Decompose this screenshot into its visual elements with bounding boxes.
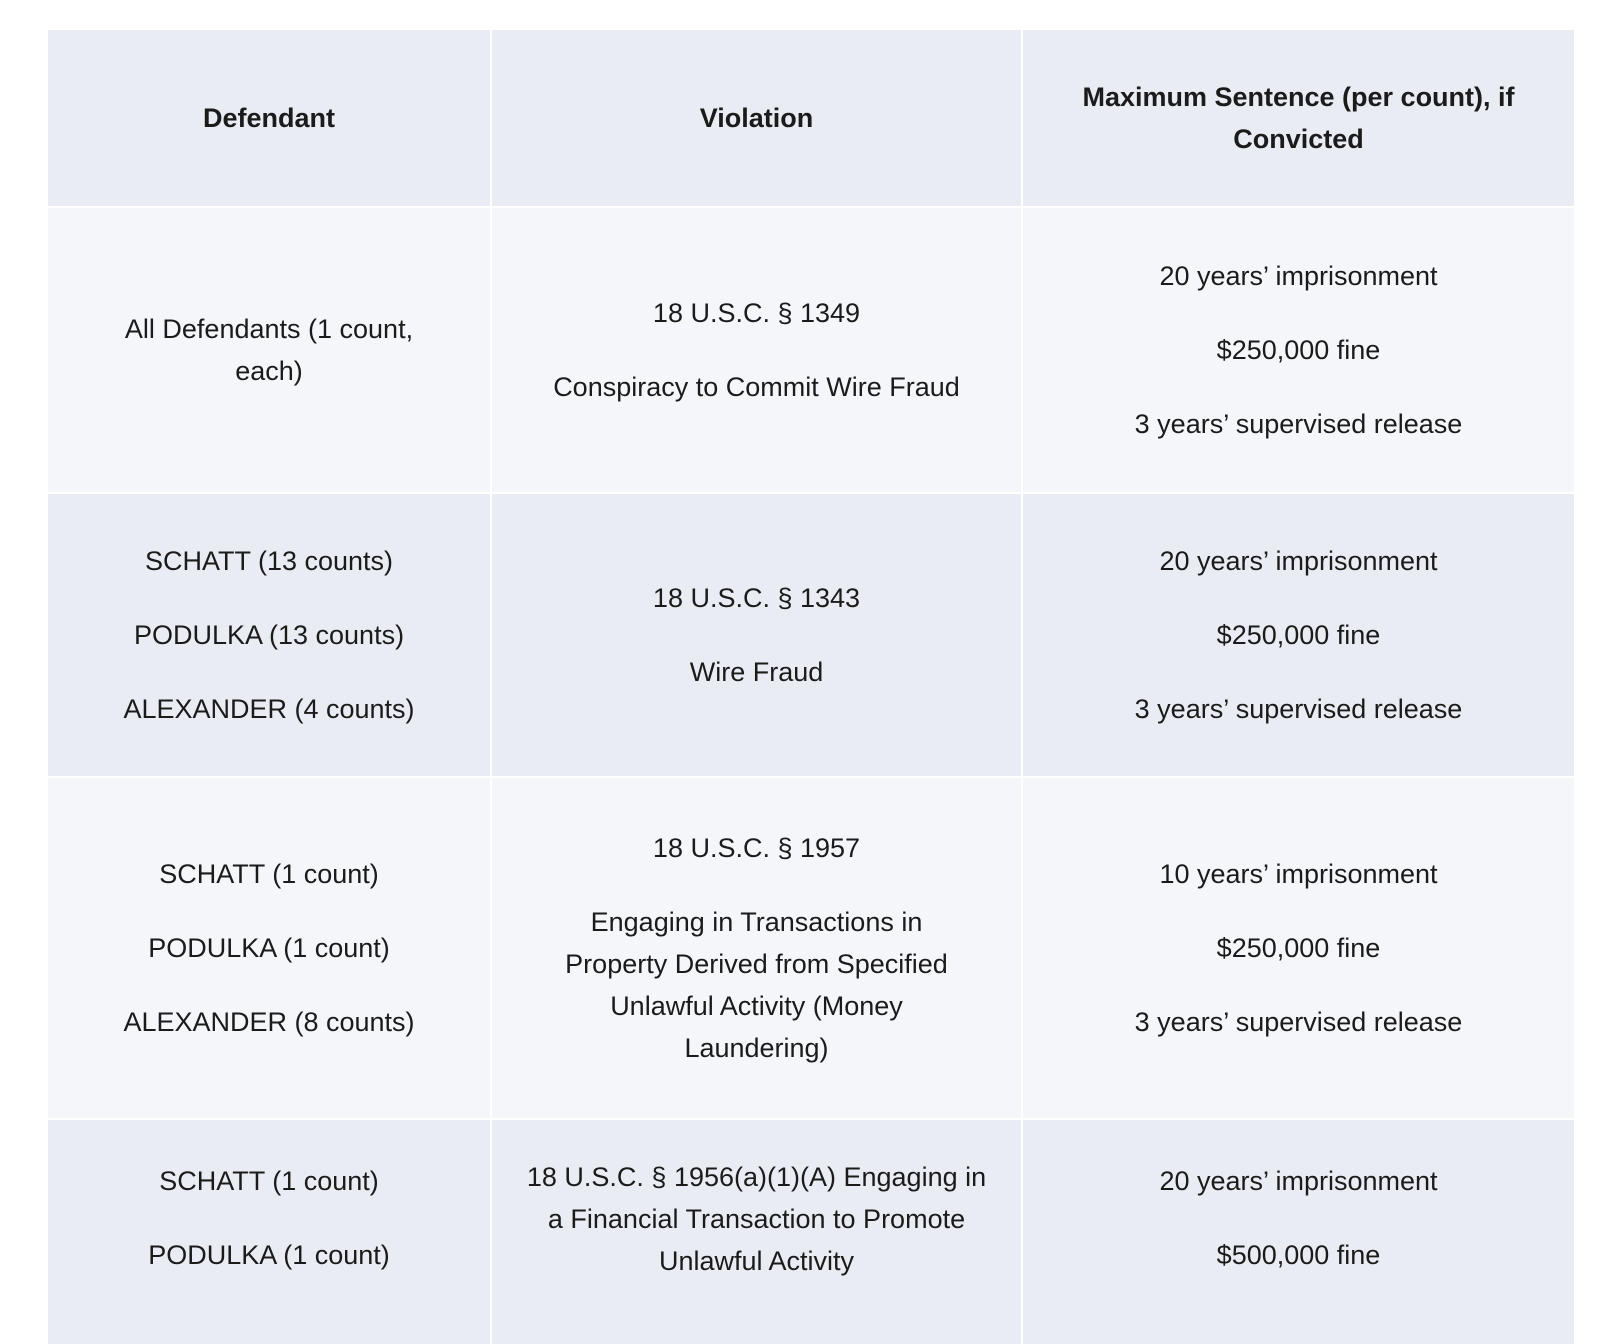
sentence-supervised-release: 3 years’ supervised release bbox=[1134, 694, 1463, 724]
defendant-line: PODULKA (1 count) bbox=[148, 933, 390, 963]
defendant-cell bbox=[47, 207, 491, 493]
header-violation: Violation bbox=[491, 29, 1022, 207]
table-row bbox=[47, 1119, 1574, 1344]
defendant-cell bbox=[47, 777, 491, 1119]
sentence-supervised-release: 3 years’ supervised release bbox=[1134, 409, 1463, 439]
header-defendant: Defendant bbox=[47, 29, 491, 207]
sentence-fine: $250,000 fine bbox=[1216, 335, 1381, 365]
sentence-imprisonment: 20 years’ imprisonment bbox=[1159, 261, 1438, 291]
sentence-supervised-release: 3 years’ supervised release bbox=[1134, 1007, 1463, 1037]
defendant-line: All Defendants (1 count, each) bbox=[124, 314, 414, 386]
defendant-cell bbox=[47, 1119, 491, 1344]
table-header-row bbox=[47, 29, 1574, 207]
sentence-fine: $250,000 fine bbox=[1216, 933, 1381, 963]
table-row bbox=[47, 207, 1574, 493]
sentencing-table-container bbox=[46, 28, 1574, 1344]
statute-citation: 18 U.S.C. § 1349 bbox=[652, 298, 861, 328]
sentence-imprisonment: 10 years’ imprisonment bbox=[1159, 859, 1438, 889]
sentence-fine: $500,000 fine bbox=[1216, 1240, 1381, 1270]
sentence-imprisonment: 20 years’ imprisonment bbox=[1159, 546, 1438, 576]
sentence-cell bbox=[1022, 777, 1574, 1119]
defendant-line: ALEXANDER (8 counts) bbox=[123, 1007, 415, 1037]
violation-description: Engaging in Transactions in Property Derived from Specified Unlawful Activity (Money Laundering) bbox=[565, 907, 948, 1063]
sentence-imprisonment: 20 years’ imprisonment bbox=[1159, 1166, 1438, 1196]
violation-cell bbox=[491, 493, 1022, 777]
statute-citation: 18 U.S.C. § 1957 bbox=[652, 833, 861, 863]
table-row bbox=[47, 777, 1574, 1119]
defendant-line: PODULKA (13 counts) bbox=[133, 620, 405, 650]
header-maximum-sentence: Maximum Sentence (per count), if Convicted bbox=[1022, 29, 1574, 207]
defendant-cell bbox=[47, 493, 491, 777]
defendant-line: SCHATT (13 counts) bbox=[144, 546, 394, 576]
defendant-line: PODULKA (1 count) bbox=[148, 1240, 390, 1270]
violation-cell bbox=[491, 207, 1022, 493]
sentencing-table bbox=[46, 28, 1574, 1344]
sentence-cell bbox=[1022, 207, 1574, 493]
sentence-fine: $250,000 fine bbox=[1216, 620, 1381, 650]
defendant-line: ALEXANDER (4 counts) bbox=[123, 694, 415, 724]
violation-cell bbox=[491, 777, 1022, 1119]
defendant-line: SCHATT (1 count) bbox=[159, 1166, 379, 1196]
violation-cell bbox=[491, 1119, 1022, 1344]
statute-citation: 18 U.S.C. § 1343 bbox=[652, 583, 861, 613]
violation-description: 18 U.S.C. § 1956(a)(1)(A) Engaging in a Financial Transaction to Promote Unlawful Activity bbox=[526, 1162, 987, 1276]
violation-description: Wire Fraud bbox=[689, 657, 824, 687]
sentence-cell bbox=[1022, 1119, 1574, 1344]
table-row bbox=[47, 493, 1574, 777]
violation-description: Conspiracy to Commit Wire Fraud bbox=[553, 372, 960, 402]
defendant-line: SCHATT (1 count) bbox=[159, 859, 379, 889]
sentence-cell bbox=[1022, 493, 1574, 777]
